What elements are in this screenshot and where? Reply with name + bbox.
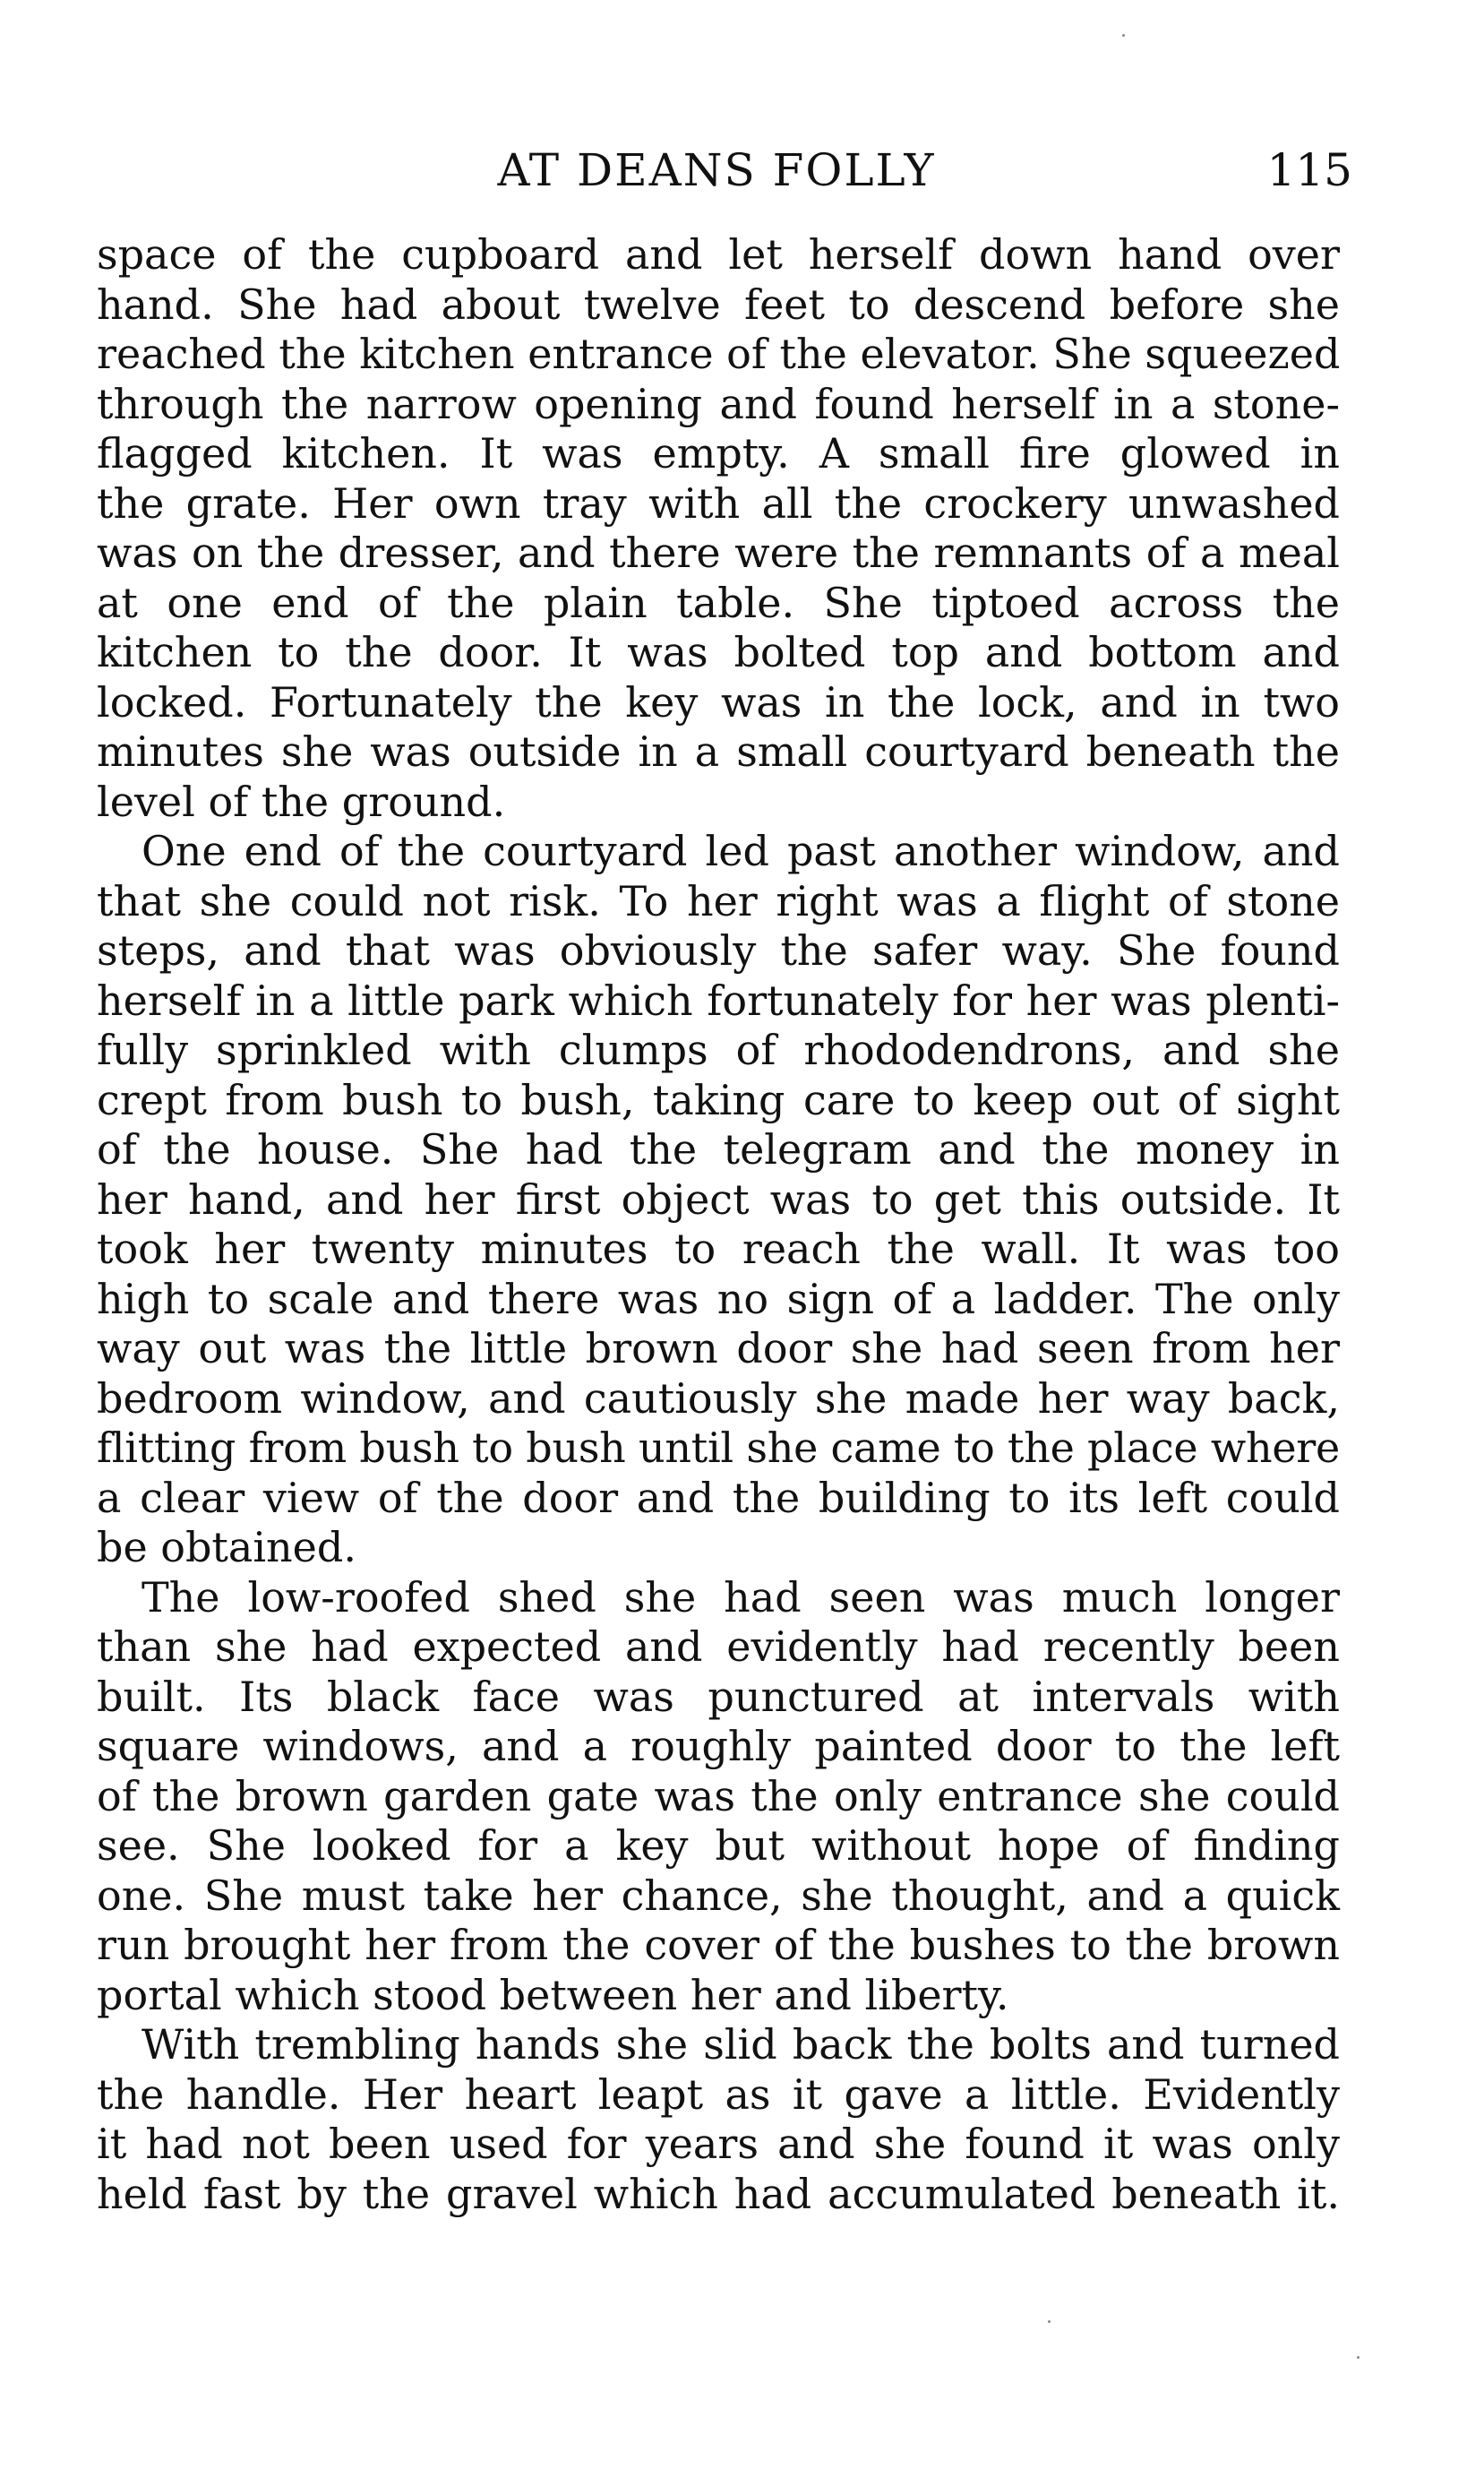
text-line: reached the kitchen entrance of the elevator. She squeezed — [97, 330, 1341, 378]
text-line: locked. Fortunately the key was in the lock, and in two — [97, 677, 1340, 727]
text-line: The low-roofed shed she had seen was much longer — [142, 1572, 1340, 1621]
paragraph-2 — [97, 827, 1340, 1573]
text-line: it had not been used for years and she found it was only — [97, 2120, 1340, 2168]
text-line: through the narrow opening and found herself in a stone- — [97, 379, 1340, 428]
text-line: minutes she was outside in a small courtyard beneath the — [97, 727, 1340, 776]
text-line: level of the ground. — [97, 777, 506, 826]
text-line: One end of the courtyard led past another window, and — [142, 827, 1340, 875]
text-line: steps, and that was obviously the safer way. She found — [97, 926, 1340, 975]
text-line: crept from bush to bush, taking care to keep out of sight — [97, 1075, 1340, 1124]
paper-speck — [1122, 34, 1125, 37]
text-line: flagged kitchen. It was empty. A small fire glowed in — [97, 429, 1340, 477]
text-line: built. Its black face was punctured at intervals with — [97, 1672, 1340, 1721]
text-line: her hand, and her first object was to get this outside. It — [97, 1174, 1340, 1224]
text-line: of the house. She had the telegram and the money in — [97, 1125, 1340, 1174]
text-line: square windows, and a roughly painted door to the left — [97, 1722, 1340, 1770]
paper-speck — [1357, 2356, 1360, 2359]
paragraph-1 — [97, 230, 1340, 827]
text-line: of the brown garden gate was the only entrance she could — [97, 1771, 1340, 1820]
text-line: than she had expected and evidently had recently been — [97, 1622, 1340, 1671]
text-line: one. She must take her chance, she thought, and a quick — [97, 1871, 1340, 1920]
text-line: took her twenty minutes to reach the wall. It was too — [97, 1225, 1340, 1273]
text-line: held fast by the gravel which had accumulated beneath it. — [97, 2169, 1340, 2218]
body-text — [97, 230, 1340, 2219]
running-head — [90, 134, 1352, 206]
text-line: at one end of the plain table. She tiptoed across the — [97, 578, 1340, 627]
text-line: run brought her from the cover of the bushes to the brown — [97, 1921, 1340, 1969]
page-number: 115 — [1266, 144, 1352, 196]
paper-speck — [1048, 2320, 1051, 2323]
text-line: kitchen to the door. It was bolted top and bottom and — [97, 628, 1340, 676]
paragraph-3 — [97, 1573, 1340, 2021]
text-line: herself in a little park which fortunately for her was plenti- — [97, 976, 1340, 1025]
text-line: bedroom window, and cautiously she made her way back, — [97, 1373, 1340, 1423]
text-line: high to scale and there was no sign of a ladder. The only — [97, 1274, 1340, 1323]
text-line: flitting from bush to bush until she came to the place where — [97, 1424, 1340, 1472]
text-line: be obtained. — [97, 1523, 356, 1571]
text-line: space of the cupboard and let herself down hand over — [97, 230, 1340, 279]
text-line: was on the dresser, and there were the remnants of a meal — [97, 529, 1340, 577]
text-line: fully sprinkled with clumps of rhododendrons, and she — [97, 1026, 1340, 1074]
text-line: With trembling hands she slid back the bolts and turned — [142, 2020, 1340, 2069]
text-line: that she could not risk. To her right was a flight of stone — [97, 876, 1340, 925]
running-title: AT DEANS FOLLY — [497, 144, 936, 196]
text-line: portal which stood between her and liberty. — [97, 1970, 1009, 2019]
text-line: see. She looked for a key but without hope of finding — [97, 1821, 1340, 1870]
paragraph-4 — [97, 2020, 1340, 2219]
text-line: the handle. Her heart leapt as it gave a little. Evidently — [97, 2069, 1340, 2119]
text-line: hand. She had about twelve feet to descend before she — [97, 280, 1340, 329]
text-line: the grate. Her own tray with all the crockery unwashed — [97, 478, 1340, 528]
text-line: a clear view of the door and the building to its left could — [97, 1473, 1340, 1522]
text-line: way out was the little brown door she had seen from her — [97, 1324, 1340, 1372]
